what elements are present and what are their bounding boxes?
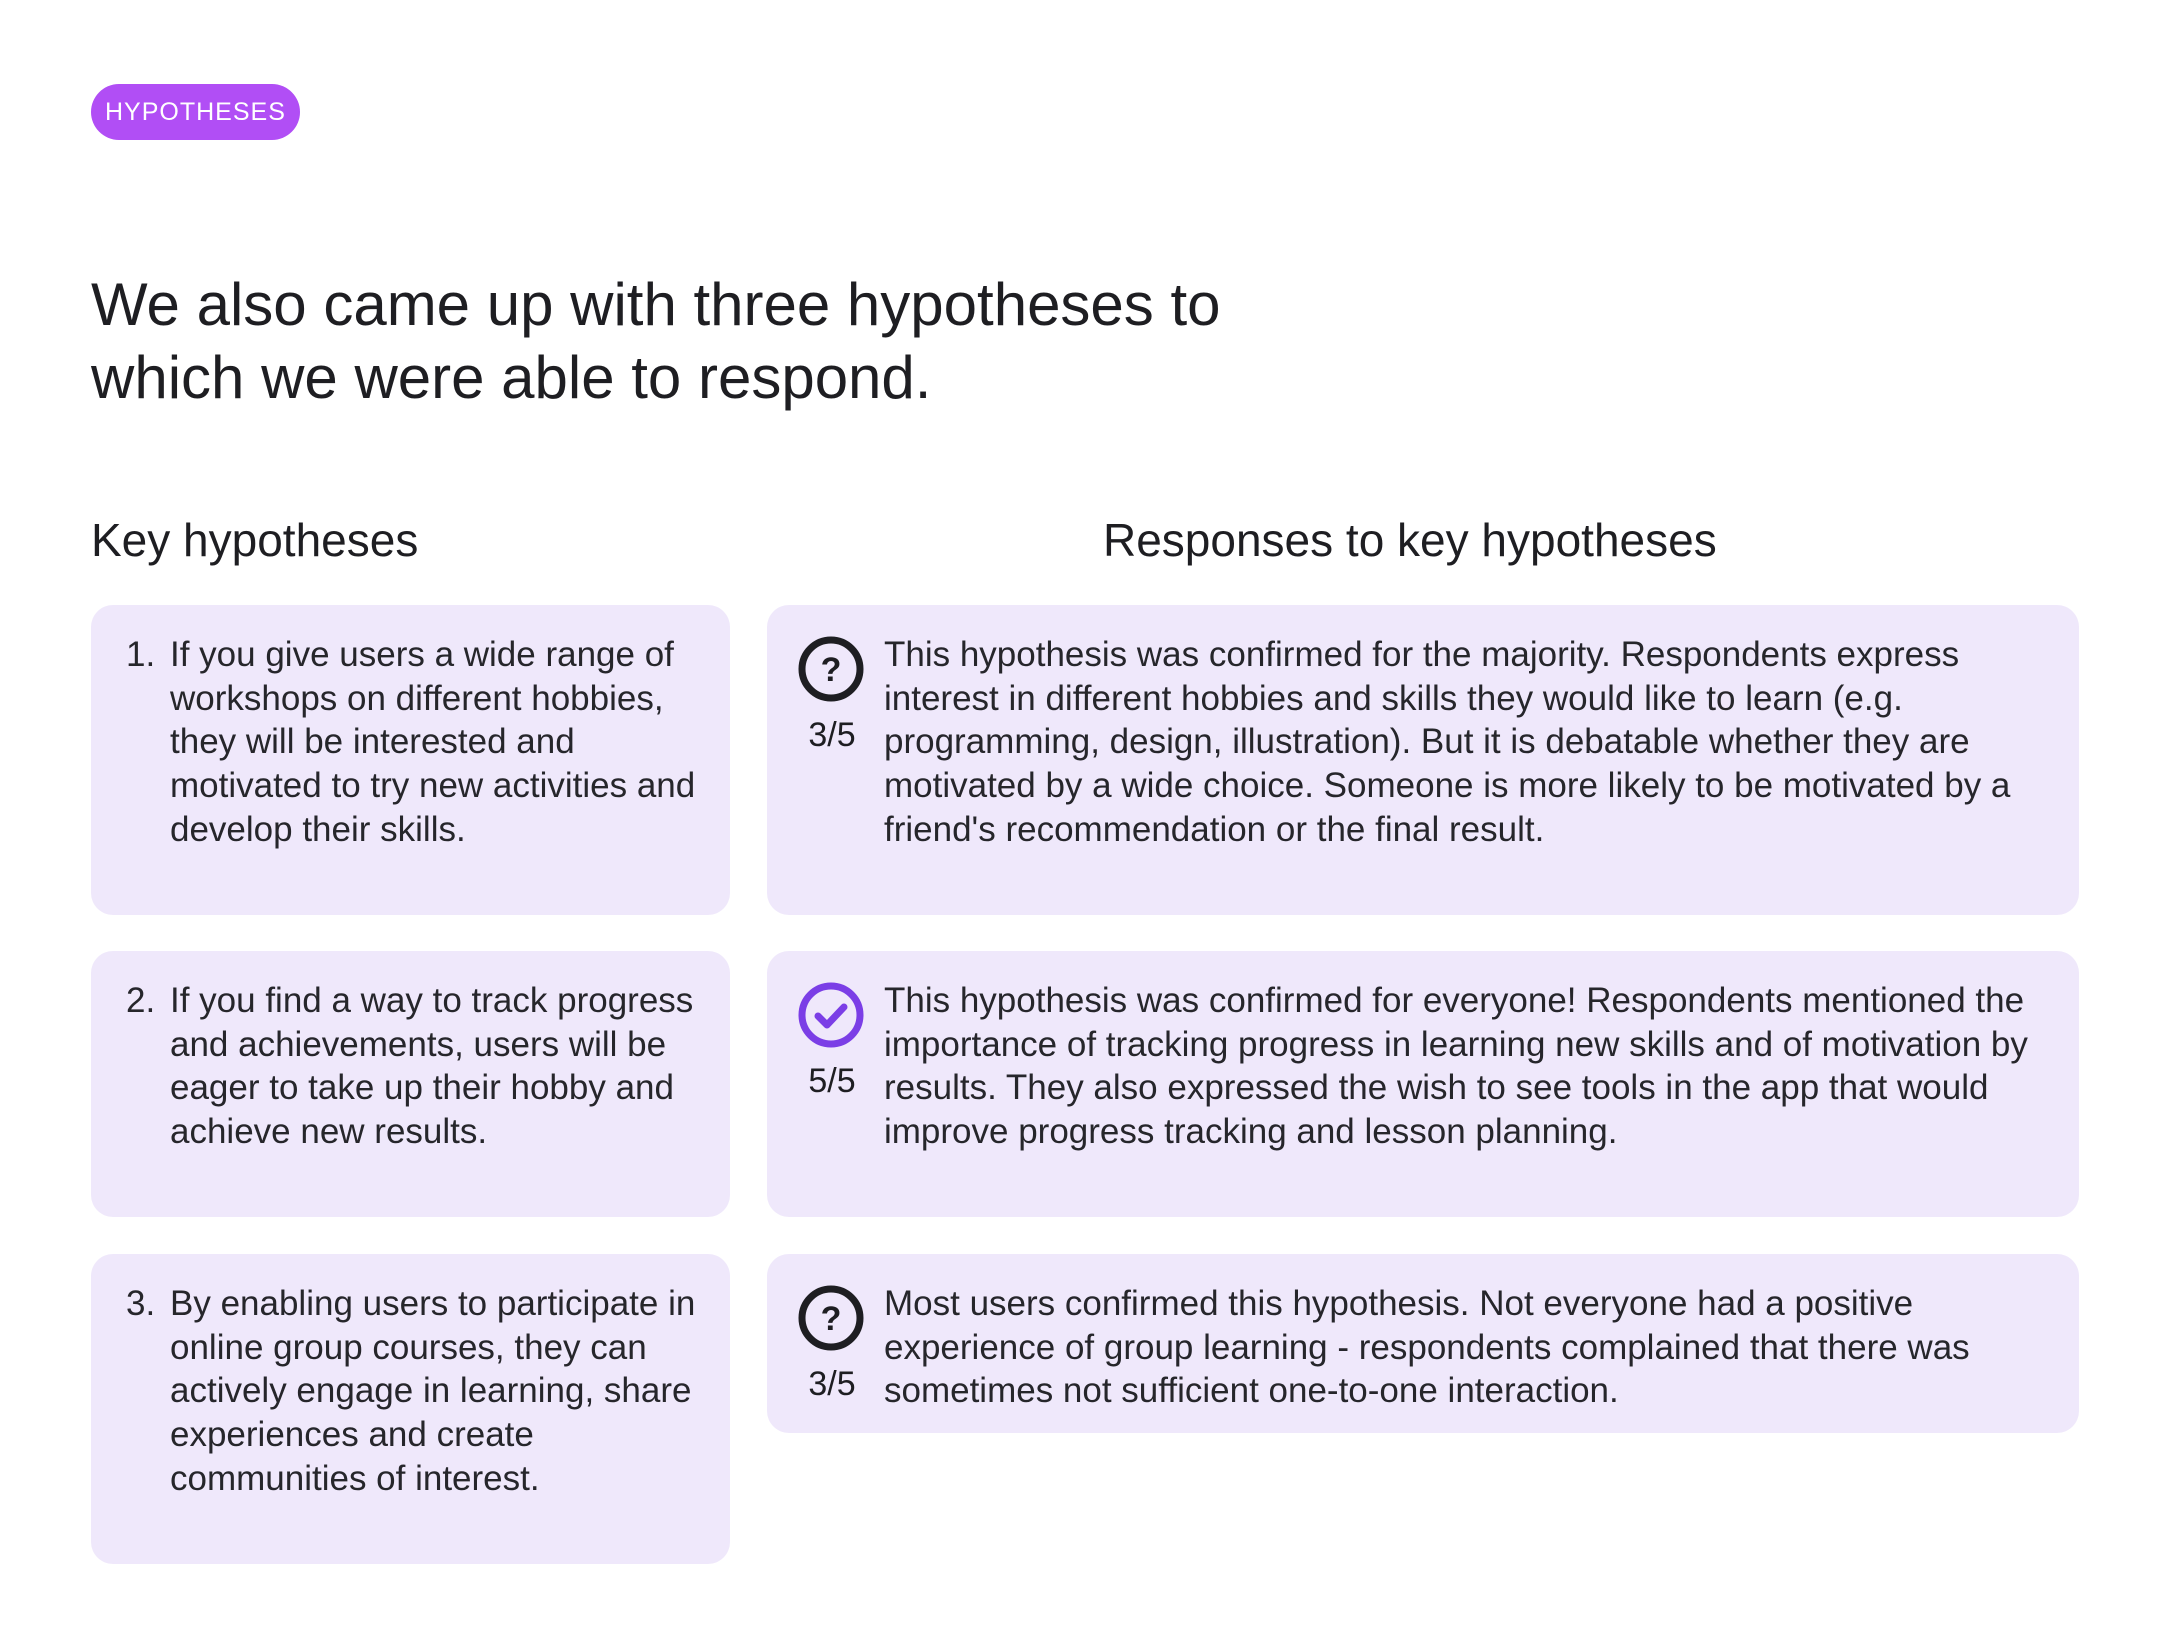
hypothesis-number: 3. <box>126 1284 156 1323</box>
hypothesis-item <box>126 633 706 852</box>
check-icon <box>797 981 865 1049</box>
hypothesis-card-3 <box>91 1254 730 1564</box>
key-hypotheses-heading: Key hypotheses <box>91 514 419 566</box>
headline-line-1: We also came up with three hypotheses to <box>91 271 1221 338</box>
response-score: 3/5 <box>808 716 856 754</box>
responses-heading: Responses to key hypotheses <box>1103 514 1717 566</box>
hypothesis-item <box>126 979 706 1154</box>
hypothesis-text: If you give users a wide range of workshops on different hobbies, they will be interested and motivated to try new activities and develop their skills. <box>170 635 696 849</box>
response-card-2 <box>767 951 2079 1217</box>
hypothesis-number: 2. <box>126 981 156 1020</box>
response-card-3 <box>767 1254 2079 1433</box>
response-score: 3/5 <box>808 1365 856 1403</box>
hypothesis-item <box>126 1282 706 1501</box>
response-text: Most users confirmed this hypothesis. Not everyone had a positive experience of group learning - respondents complained that there was sometimes not sufficient one-to-one interaction. <box>884 1284 1970 1411</box>
response-card-1 <box>767 605 2079 915</box>
hypothesis-card-2 <box>91 951 730 1217</box>
headline-line-2: which we were able to respond. <box>91 344 932 411</box>
response-text: This hypothesis was confirmed for the majority. Respondents express interest in different hobbies and skills they would like to learn (e.g. programming, design, illustration). But it is debatable whether they are motivated by a wide choice. Someone is more likely to be motivated by a friend's recommendation or the final result. <box>884 635 2011 849</box>
question-icon <box>797 1284 865 1352</box>
response-text: This hypothesis was confirmed for everyone! Respondents mentioned the importance of tracking progress in learning new skills and of motivation by results. They also expressed the wish to see tools in the app that would improve progress tracking and lesson planning. <box>884 981 2028 1152</box>
question-icon <box>797 635 865 703</box>
hypothesis-number: 1. <box>126 635 156 674</box>
hypothesis-text: By enabling users to participate in online group courses, they can actively engage in learning, share experiences and create communities of interest. <box>170 1284 696 1498</box>
page-headline <box>91 268 1391 414</box>
response-score: 5/5 <box>808 1062 856 1100</box>
svg-text:?: ? <box>820 651 842 689</box>
hypothesis-card-1 <box>91 605 730 915</box>
hypothesis-text: If you find a way to track progress and achievements, users will be eager to take up their hobby and achieve new results. <box>170 981 694 1152</box>
svg-text:?: ? <box>820 1300 842 1338</box>
section-tag: HYPOTHESES <box>91 84 300 140</box>
